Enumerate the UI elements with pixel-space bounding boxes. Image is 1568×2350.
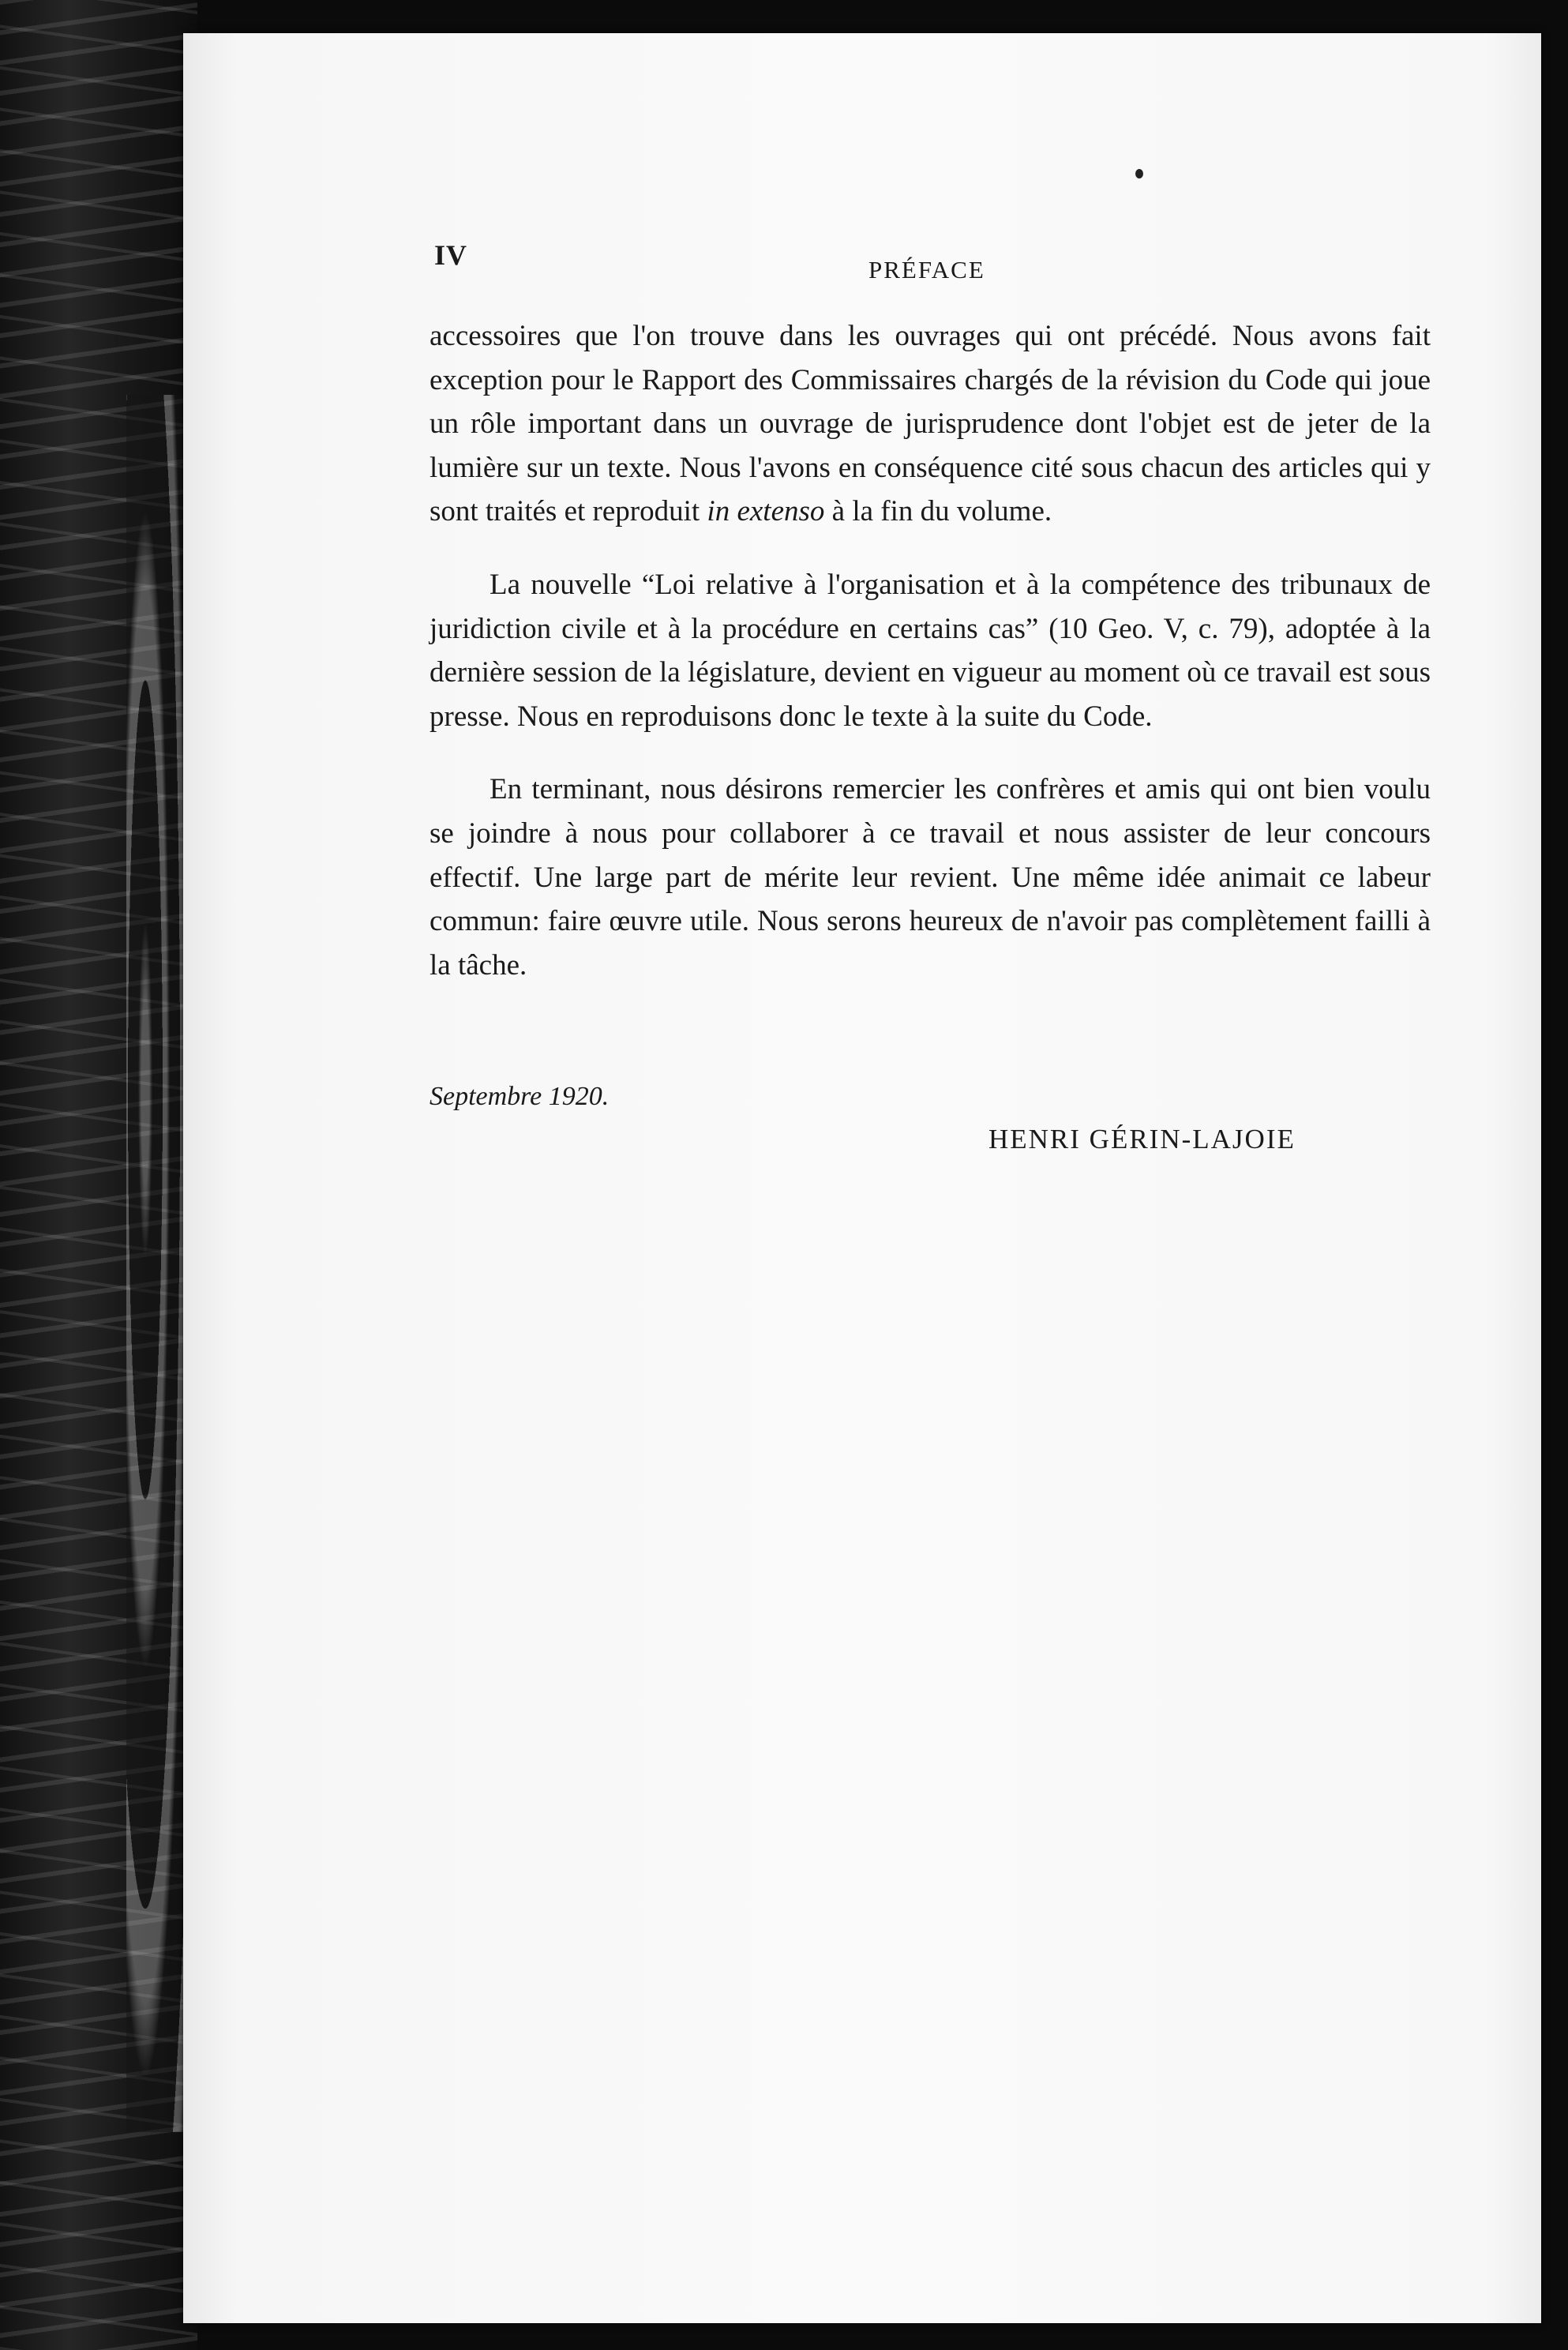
running-title: PRÉFACE bbox=[868, 256, 985, 283]
page-header bbox=[434, 238, 1524, 286]
paragraph-1 bbox=[430, 314, 1431, 534]
book-binding bbox=[0, 0, 197, 2350]
italic-phrase: in extenso bbox=[707, 495, 825, 528]
paragraph-1-tail: à la fin du volume. bbox=[824, 495, 1052, 528]
page-number: IV bbox=[434, 239, 468, 271]
paragraph-1-text: accessoires que l'on trouve dans les ouvrages qui ont précédé. Nous avons fait exception pour le Rapport des Commissaires chargés de la révision du Code qui joue un rôle important dans un ouvrage de jurisprudence dont l'objet est de jeter de la lumière sur un texte. Nous l'avons en conséquence cité sous chacun des articles qui y sont traités et reproduit bbox=[430, 320, 1431, 528]
paragraph-2: La nouvelle “Loi relative à l'organisation et à la compétence des tribunaux de juridiction civile et à la procédure en certains cas” (10 Geo. V, c. 79), adoptée à la dernière session de la législature, devient en vigueur au moment où ce travail est sous presse. Nous en reproduisons donc le texte à la suite du Code. bbox=[430, 568, 1431, 733]
marbled-edge bbox=[126, 395, 189, 2132]
paragraph-3: En terminant, nous désirons remercier les confrères et amis qui ont bien voulu se joindre à nous pour collaborer à ce travail et nous assister de leur concours effectif. Une large part de mérite leur revient. Une même idée animait ce labeur commun: faire œuvre utile. Nous serons heureux de n'avoir pas complètement failli à la tâche. bbox=[430, 773, 1431, 982]
date-line: Septembre 1920. bbox=[430, 1082, 610, 1111]
ink-speck bbox=[1135, 169, 1143, 178]
preface-body bbox=[430, 314, 1431, 987]
author-signature: HENRI GÉRIN-LAJOIE bbox=[988, 1124, 1296, 1154]
